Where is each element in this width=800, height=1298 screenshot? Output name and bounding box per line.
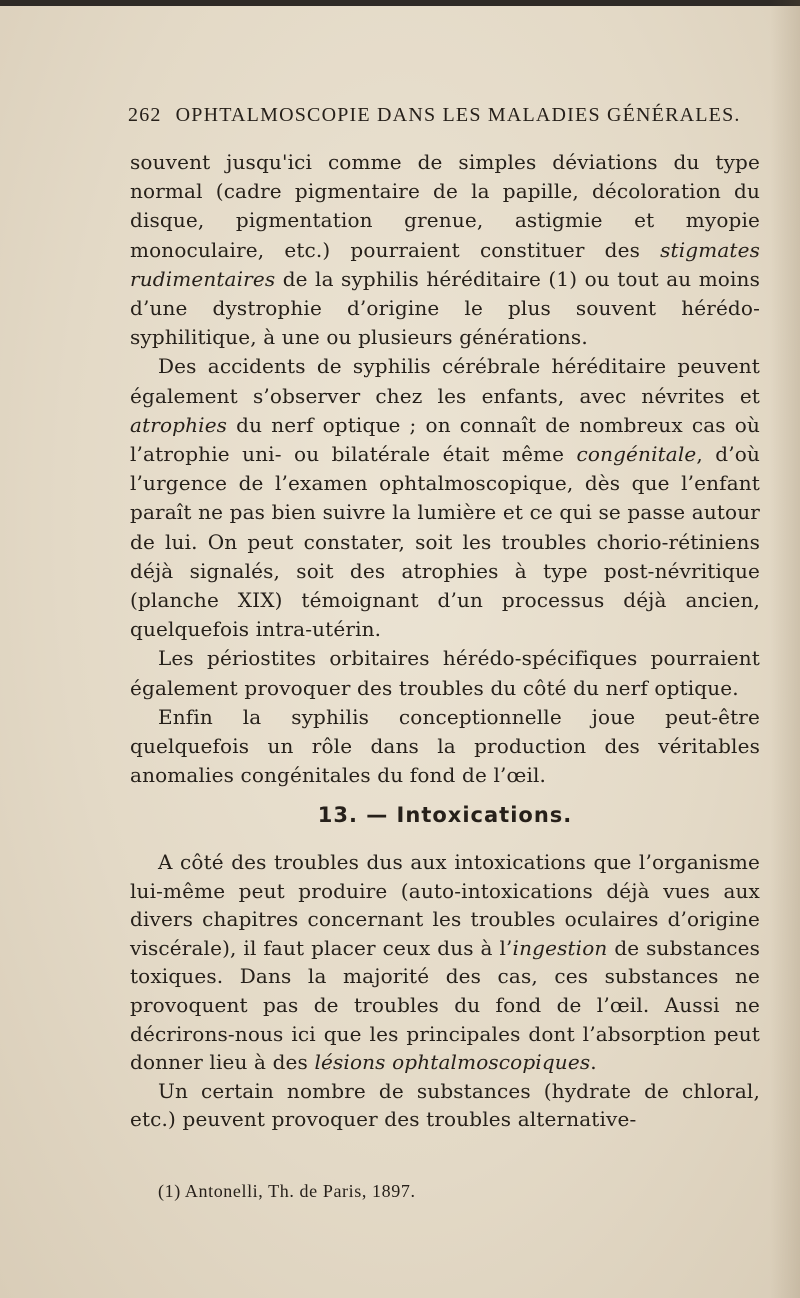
page-gutter-shadow xyxy=(770,0,800,1298)
italic-term: stigmates rudimentaires xyxy=(130,237,760,291)
paragraph: A côté des troubles dus aux intoxications que l’organisme lui-même peut produire (auto-intoxications déjà vues aux divers chapitres concernant les troubles oculaires d’origine viscérale), il faut placer ceux dus à l’ingestion de substances toxiques. Dans la majorité des cas, ces substances ne provoquent pas de troubles du fond de l’œil. Aussi ne décrirons-nous ici que les principales dont l’absorption peut donner lieu à des lésions ophtalmoscopiques. xyxy=(130,850,760,1075)
paragraph: Des accidents de syphilis cérébrale héréditaire peuvent également s’observer chez les enfants, avec névrites et atrophies du nerf optique ; on connaît de nombreux cas où l’atrophie uni- ou bilatérale était même congénitale, d’où l’urgence de l’examen ophtalmoscopique, dès que l’enfant paraît ne pas bien suivre la lumière et ce qui se passe autour de lui. On peut constater, soit les troubles chorio-rétiniens déjà signalés, soit des atrophies à type post-névritique (planche XIX) témoignant d’un processus déjà ancien, quelquefois intra-utérin. xyxy=(130,354,760,642)
scan-top-edge xyxy=(0,0,800,6)
italic-term: ingestion xyxy=(512,935,608,960)
paragraph: Un certain nombre de substances (hydrate de chloral, etc.) peuvent provoquer des troubles alternative- xyxy=(130,1078,760,1132)
italic-term: congénitale xyxy=(576,442,697,467)
section-heading: 13. — Intoxications. xyxy=(317,803,573,827)
body-text-section xyxy=(130,848,760,1134)
page-number: 262 xyxy=(128,104,162,126)
paragraph: souvent jusqu'ici comme de simples déviations du type normal (cadre pigmentaire de la papille, décoloration du disque, pigmentation grenue, astigmie et myopie monoculaire, etc.) pourraient constituer des stigmates rudimentaires de la syphilis héréditaire (1) ou tout au moins d’une dystrophie d’origine le plus souvent hérédo-syphilitique, à une ou plusieurs générations. xyxy=(130,150,760,350)
paragraph: Enfin la syphilis conceptionnelle joue peut-être quelquefois un rôle dans la production des véritables anomalies congénitales du fond de l’œil. xyxy=(130,704,760,788)
body-text xyxy=(130,148,760,790)
running-header xyxy=(128,104,741,127)
footnote: (1) Antonelli, Th. de Paris, 1897. xyxy=(158,1181,416,1201)
italic-term: lésions ophtalmoscopiques xyxy=(314,1050,591,1075)
running-title: OPHTALMOSCOPIE DANS LES MALADIES GÉNÉRALES. xyxy=(175,104,741,126)
paragraph: Les périostites orbitaires hérédo-spécifiques pourraient également provoquer des troubles du côté du nerf optique. xyxy=(130,646,760,700)
italic-term: atrophies xyxy=(130,412,228,437)
